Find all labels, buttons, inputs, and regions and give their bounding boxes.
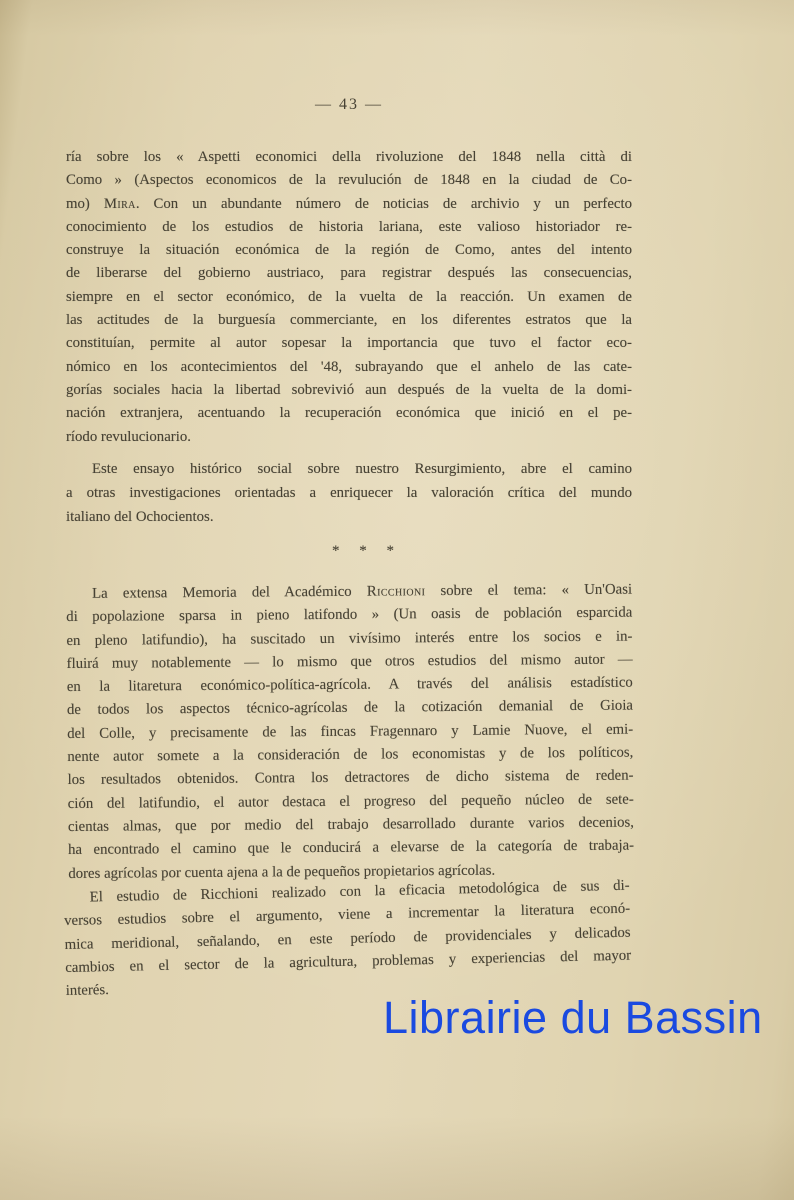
text-line: del Colle, y precisamente de las fincas Fragennaro y Lamie Nuove, el emi- [67, 721, 634, 742]
text-line: en la litaretura económico-política-agrícola. A través del análisis estadístico [66, 674, 633, 696]
text-line: los resultados obtenidos. Contra los detractores de dicho sistema de reden- [67, 767, 634, 789]
text-line: de liberarse del gobierno austriaco, para registrar después las consecuencias, [66, 265, 632, 282]
scanned-text-block [64, 146, 635, 1003]
text-line: mo) Mira. Con un abundante número de noticias de archivio y un perfecto [66, 195, 632, 212]
text-line: conocimiento de los estudios de historia lariana, este valioso historiador re- [66, 218, 632, 235]
paragraph [66, 457, 632, 529]
paragraph [66, 146, 632, 449]
text-line: constituían, permite al autor sopesar la importancia que tuvo el factor eco- [66, 335, 632, 352]
text-line: La extensa Memoria del Académico Ricchioni sobre el tema: « Un'Oasi [92, 581, 633, 602]
bookseller-watermark: Librairie du Bassin [383, 992, 763, 1043]
small-caps-name: Ricchioni [366, 583, 426, 600]
text-line: ría sobre los « Aspetti economici della rivoluzione del 1848 nella città di [66, 149, 632, 165]
text-line: Este ensayo histórico social sobre nuestro Resurgimiento, abre el camino [92, 460, 632, 477]
text-line: nación extranjera, acentuando la recuperación económica que inició en el pe- [66, 405, 632, 422]
text-line: cientas almas, que por medio del trabajo desarrollado durante varios decenios, [67, 814, 634, 835]
text-line: de todos los aspectos técnico-agrícolas de la cotización demanial de Gioia [66, 697, 634, 719]
text-line: gorías sociales hacia la libertad sobrevivió aun después de la vuelta de la domi- [66, 381, 632, 398]
text-line: El estudio de Ricchioni realizado con la eficacia metodológica de sus di- [89, 877, 630, 906]
text-line: mica meridional, señalando, en este período de providenciales y delicados [64, 923, 631, 953]
section-separator: * * * [332, 542, 394, 559]
paragraph [63, 874, 631, 1003]
text-line: nómico en los acontecimientos del '48, subrayando que el anhelo de las cate- [66, 358, 632, 375]
text-line: siempre en el sector económico, de la vuelta de la reacción. Un examen de [66, 288, 632, 305]
text-line: en pleno latifundio), ha suscitado un vivísimo interés entre los socios e in- [66, 628, 633, 649]
text-line: dores agrícolas por cuenta ajena a la de pequeños propietarios agrícolas. [68, 862, 496, 882]
text-line: construye la situación económica de la región de Como, antes del intento [66, 242, 632, 259]
text-line: versos estudios sobre el argumento, viene a incrementar la literatura econó- [64, 900, 631, 930]
text-line: las actitudes de la burguesía commerciante, en los diferentes estratos que la [66, 312, 632, 329]
text-line: Como » (Aspectos economicos de la revulución de 1848 en la ciudad de Co- [66, 172, 632, 189]
text-line: di popolazione sparsa in pieno latifondo » (Un oasis de población esparcida [66, 604, 633, 626]
text-line: nente autor somete a la consideración de los economistas y de los políticos, [67, 744, 634, 765]
text-line: fluirá muy notablemente — lo mismo que otros estudios del mismo autor — [66, 651, 633, 672]
small-caps-name: Mira [103, 195, 136, 212]
text-line: a otras investigaciones orientadas a enriquecer la valoración crítica del mundo [66, 484, 632, 501]
text-line: ha encontrado el camino que le conducirá a elevarse de la categoría de trabaja- [68, 837, 635, 859]
text-line: ción del latifundio, el autor destaca el progreso del pequeño núcleo de sete- [67, 791, 634, 812]
text-line: ríodo revulucionario. [66, 428, 191, 445]
text-line: italiano del Ochocientos. [66, 508, 214, 525]
text-line: cambios en el sector de la agricultura, problemas y experiencias del mayor [65, 947, 632, 976]
paragraph [66, 578, 634, 885]
page-number: — 43 — [315, 96, 383, 113]
text-line: interés. [65, 981, 110, 999]
